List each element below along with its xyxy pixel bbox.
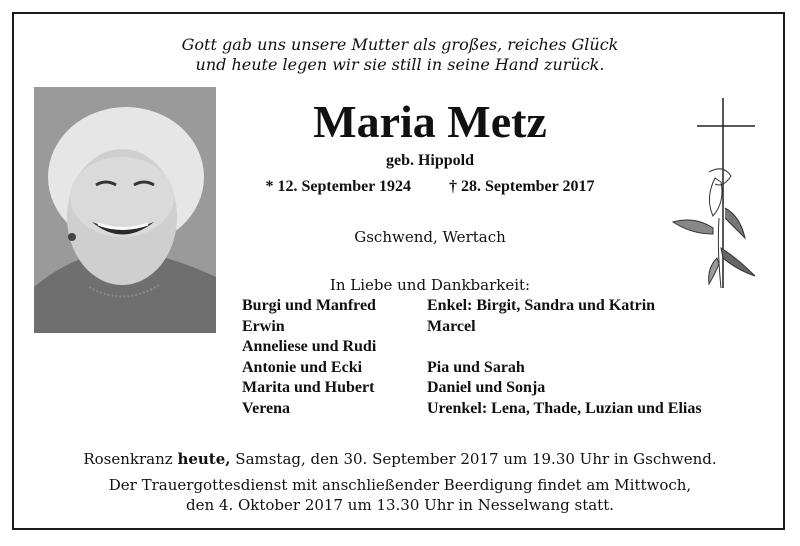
quote-line-2: und heute legen wir sie still in seine Hand zurück. xyxy=(195,55,605,74)
mourner-entry: Enkel: Birgit, Sandra und Katrin xyxy=(427,297,656,314)
funeral-notice-line-1: Der Trauergottesdienst mit anschließender Beerdigung findet am Mittwoch, xyxy=(108,476,692,494)
mourner-entry: Verena xyxy=(242,399,290,417)
mourner-entry xyxy=(427,337,702,358)
rosary-prefix: Rosenkranz xyxy=(83,450,173,468)
mourner-entry: Antonie und Ecki xyxy=(242,358,363,376)
life-dates xyxy=(230,178,630,196)
mourner-entry: Anneliese und Rudi xyxy=(242,338,377,355)
funeral-notice-line-2: den 4. Oktober 2017 um 13.30 Uhr in Nesselwang statt. xyxy=(186,496,614,514)
birth-date: * 12. September 1924 xyxy=(265,178,411,195)
mourner-entry: Burgi und Manfred xyxy=(242,297,376,314)
mourner-entry: Daniel und Sonja xyxy=(427,379,546,396)
mourner-entry: Marita und Hubert xyxy=(242,379,375,396)
mourners-left-column xyxy=(242,296,376,419)
mourner-entry: Marcel xyxy=(427,317,476,335)
quote-line-1: Gott gab uns unsere Mutter als großes, reiches Glück xyxy=(181,35,619,54)
mourners-heading: In Liebe und Dankbarkeit: xyxy=(329,276,531,294)
mourner-entry: Pia und Sarah xyxy=(427,358,525,376)
maiden-name: geb. Hippold xyxy=(385,152,475,169)
rosary-notice xyxy=(0,449,800,469)
mourner-entry: Erwin xyxy=(242,317,285,335)
rosary-today: heute, xyxy=(177,450,231,468)
death-date: † 28. September 2017 xyxy=(449,178,595,195)
deceased-name: Maria Metz xyxy=(313,96,547,147)
rosary-details: Samstag, den 30. September 2017 um 19.30 Uhr in Gschwend. xyxy=(235,450,717,468)
residence-place: Gschwend, Wertach xyxy=(354,228,506,246)
portrait-photo xyxy=(34,87,216,333)
mourners-right-column xyxy=(427,296,702,419)
cross-lily-icon xyxy=(665,98,765,298)
mourner-entry: Urenkel: Lena, Thade, Luzian und Elias xyxy=(427,399,702,417)
